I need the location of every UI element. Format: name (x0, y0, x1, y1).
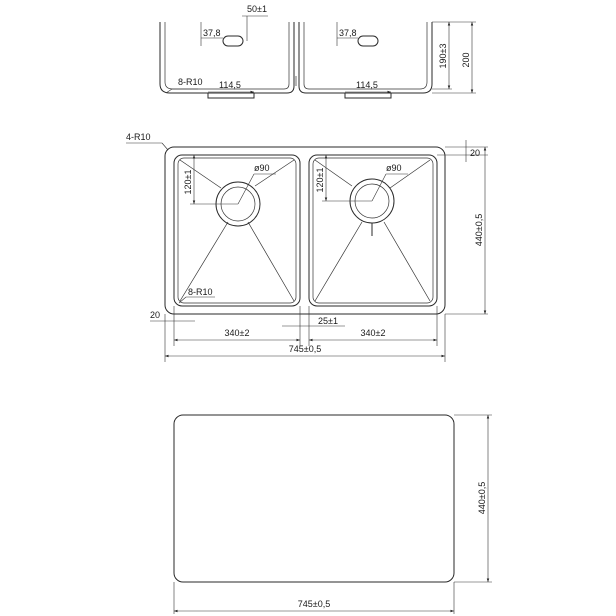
left-overflow-slot (223, 36, 243, 46)
inner-radius-pointer (179, 297, 186, 303)
top-view (126, 132, 488, 362)
bowl-depth-label: 190±3 (438, 43, 448, 69)
bowl-width-left-label: 340±2 (224, 328, 250, 338)
overflow-height-left-label: 37,8 (203, 28, 221, 38)
drain-offset-right-label: 114,5 (356, 80, 378, 90)
overall-width-label: 745±0,5 (288, 344, 322, 354)
bowl-width-right-label: 340±2 (360, 328, 386, 338)
bottom-radius-label: 8-R10 (178, 77, 203, 87)
left-bowl-crease-4 (248, 222, 294, 301)
right-drain-stub (345, 93, 391, 98)
right-bowl-inner (313, 158, 433, 303)
right-bowl-outer (309, 155, 437, 306)
cutout-width-label: 745±0,5 (297, 599, 331, 609)
drain-position-left-label: 120±1 (183, 169, 193, 195)
right-bowl-inner-wall (304, 22, 427, 89)
left-drain-stub (208, 93, 254, 98)
drain-diameter-left-pointer (238, 174, 254, 204)
right-overflow-slot (358, 36, 378, 46)
inner-radius-label: 8-R10 (188, 287, 213, 297)
left-bowl-inner (178, 158, 296, 303)
overall-depth-label: 440±0,5 (474, 213, 484, 247)
drain-diameter-left-label: ø90 (254, 163, 270, 173)
drain-position-right-label: 120±1 (315, 167, 325, 193)
right-bowl-crease-4 (384, 222, 430, 301)
cutout-outline (174, 415, 454, 582)
side-section-view (160, 4, 476, 98)
cutout-view (174, 415, 492, 614)
total-height-label: 200 (461, 52, 471, 68)
drain-diameter-right-label: ø90 (386, 163, 402, 173)
overflow-height-right-label: 37,8 (339, 28, 357, 38)
bottom-radius-pointer (166, 89, 172, 93)
drain-offset-left-label: 114,5 (219, 80, 241, 90)
overflow-width-label: 50±1 (247, 4, 267, 14)
rim-left-label: 20 (150, 310, 161, 320)
corner-radius-pointer (162, 143, 168, 150)
right-bowl-crease-3 (315, 222, 362, 301)
divider-width-label: 25±1 (318, 316, 338, 326)
drain-diameter-right-pointer (372, 174, 386, 201)
corner-radius-label: 4-R10 (126, 132, 151, 142)
cutout-depth-label: 440±0,5 (477, 481, 487, 515)
rim-right-label: 20 (470, 148, 481, 158)
